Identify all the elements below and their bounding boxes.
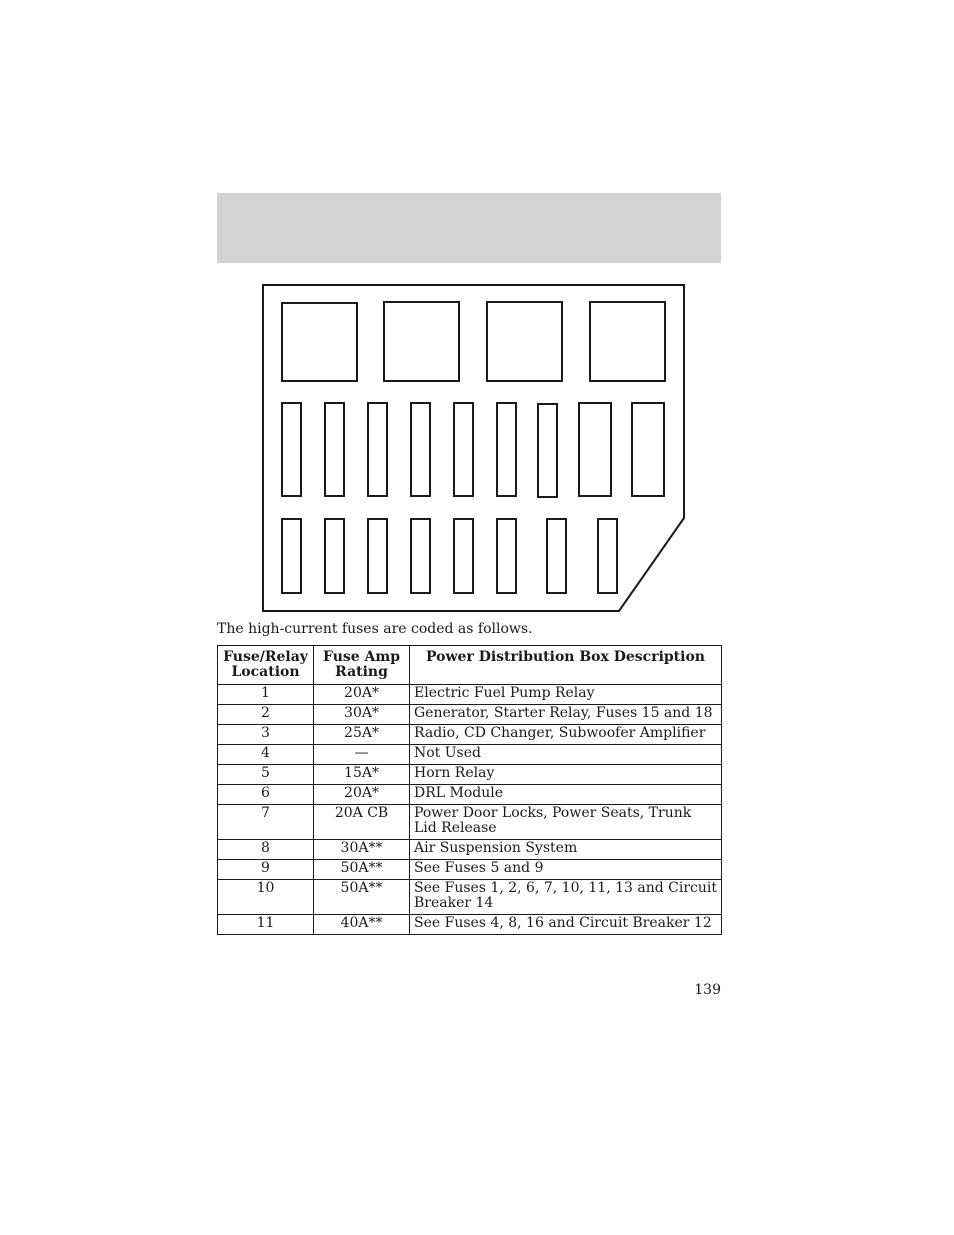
cell-description: Horn Relay: [410, 765, 722, 785]
table-row: [218, 705, 722, 725]
relay-slot-2: [384, 302, 459, 381]
cell-description: See Fuses 5 and 9: [410, 860, 722, 880]
table-row: [218, 765, 722, 785]
cell-rating: 40A**: [314, 915, 410, 935]
table-caption: The high-current fuses are coded as follows.: [217, 621, 533, 637]
page-number: 139: [694, 982, 721, 998]
fuse-slot-mid-3: [368, 403, 387, 496]
fuse-slot-mid-4: [411, 403, 430, 496]
table-row: [218, 685, 722, 705]
table-row: [218, 915, 722, 935]
fuse-slot-low-8: [598, 519, 617, 593]
table-header-row: [218, 646, 722, 685]
cell-rating: 20A CB: [314, 805, 410, 840]
cell-location: 8: [218, 840, 314, 860]
fuse-table: [217, 645, 722, 935]
cell-description: See Fuses 4, 8, 16 and Circuit Breaker 12: [410, 915, 722, 935]
fuse-slot-mid-7: [538, 404, 557, 497]
cell-location: 9: [218, 860, 314, 880]
relay-slot-4: [590, 302, 665, 381]
cell-rating: 25A*: [314, 725, 410, 745]
cell-rating: 50A**: [314, 880, 410, 915]
relay-slot-1: [282, 303, 357, 381]
cell-rating: 50A**: [314, 860, 410, 880]
cell-location: 2: [218, 705, 314, 725]
cell-location: 10: [218, 880, 314, 915]
cell-location: 6: [218, 785, 314, 805]
cell-description: Electric Fuel Pump Relay: [410, 685, 722, 705]
power-distribution-box-diagram: [260, 282, 690, 617]
table-row: [218, 860, 722, 880]
fuse-slot-low-6: [497, 519, 516, 593]
fuse-slot-low-7: [547, 519, 566, 593]
table-row: [218, 785, 722, 805]
cell-description: See Fuses 1, 2, 6, 7, 10, 11, 13 and Circuit Breaker 14: [410, 880, 722, 915]
table-row: [218, 880, 722, 915]
fuse-slot-mid-9: [632, 403, 664, 496]
cell-rating: 20A*: [314, 785, 410, 805]
cell-rating: 30A**: [314, 840, 410, 860]
cell-location: 1: [218, 685, 314, 705]
column-header-location: Fuse/Relay Location: [218, 646, 314, 685]
section-header-band: [217, 193, 721, 263]
fuse-slot-mid-6: [497, 403, 516, 496]
fuse-slot-low-3: [368, 519, 387, 593]
column-header-rating: Fuse Amp Rating: [314, 646, 410, 685]
cell-description: Air Suspension System: [410, 840, 722, 860]
fuse-slot-mid-1: [282, 403, 301, 496]
table-row: [218, 745, 722, 765]
fuse-slot-low-1: [282, 519, 301, 593]
cell-rating: 20A*: [314, 685, 410, 705]
cell-location: 3: [218, 725, 314, 745]
table-row: [218, 840, 722, 860]
cell-location: 4: [218, 745, 314, 765]
fuse-slot-low-2: [325, 519, 344, 593]
fuse-slot-mid-5: [454, 403, 473, 496]
cell-rating: 15A*: [314, 765, 410, 785]
table-row: [218, 805, 722, 840]
cell-location: 7: [218, 805, 314, 840]
relay-slot-3: [487, 302, 562, 381]
cell-description: Radio, CD Changer, Subwoofer Amplifier: [410, 725, 722, 745]
cell-rating: —: [314, 745, 410, 765]
cell-location: 5: [218, 765, 314, 785]
table-row: [218, 725, 722, 745]
cell-description: Power Door Locks, Power Seats, Trunk Lid Release: [410, 805, 722, 840]
cell-description: Not Used: [410, 745, 722, 765]
cell-description: DRL Module: [410, 785, 722, 805]
fuse-slot-low-4: [411, 519, 430, 593]
fuse-slot-mid-8: [579, 403, 611, 496]
fuse-slot-mid-2: [325, 403, 344, 496]
cell-rating: 30A*: [314, 705, 410, 725]
cell-location: 11: [218, 915, 314, 935]
cell-description: Generator, Starter Relay, Fuses 15 and 18: [410, 705, 722, 725]
column-header-description: Power Distribution Box Description: [410, 646, 722, 685]
fuse-slot-low-5: [454, 519, 473, 593]
